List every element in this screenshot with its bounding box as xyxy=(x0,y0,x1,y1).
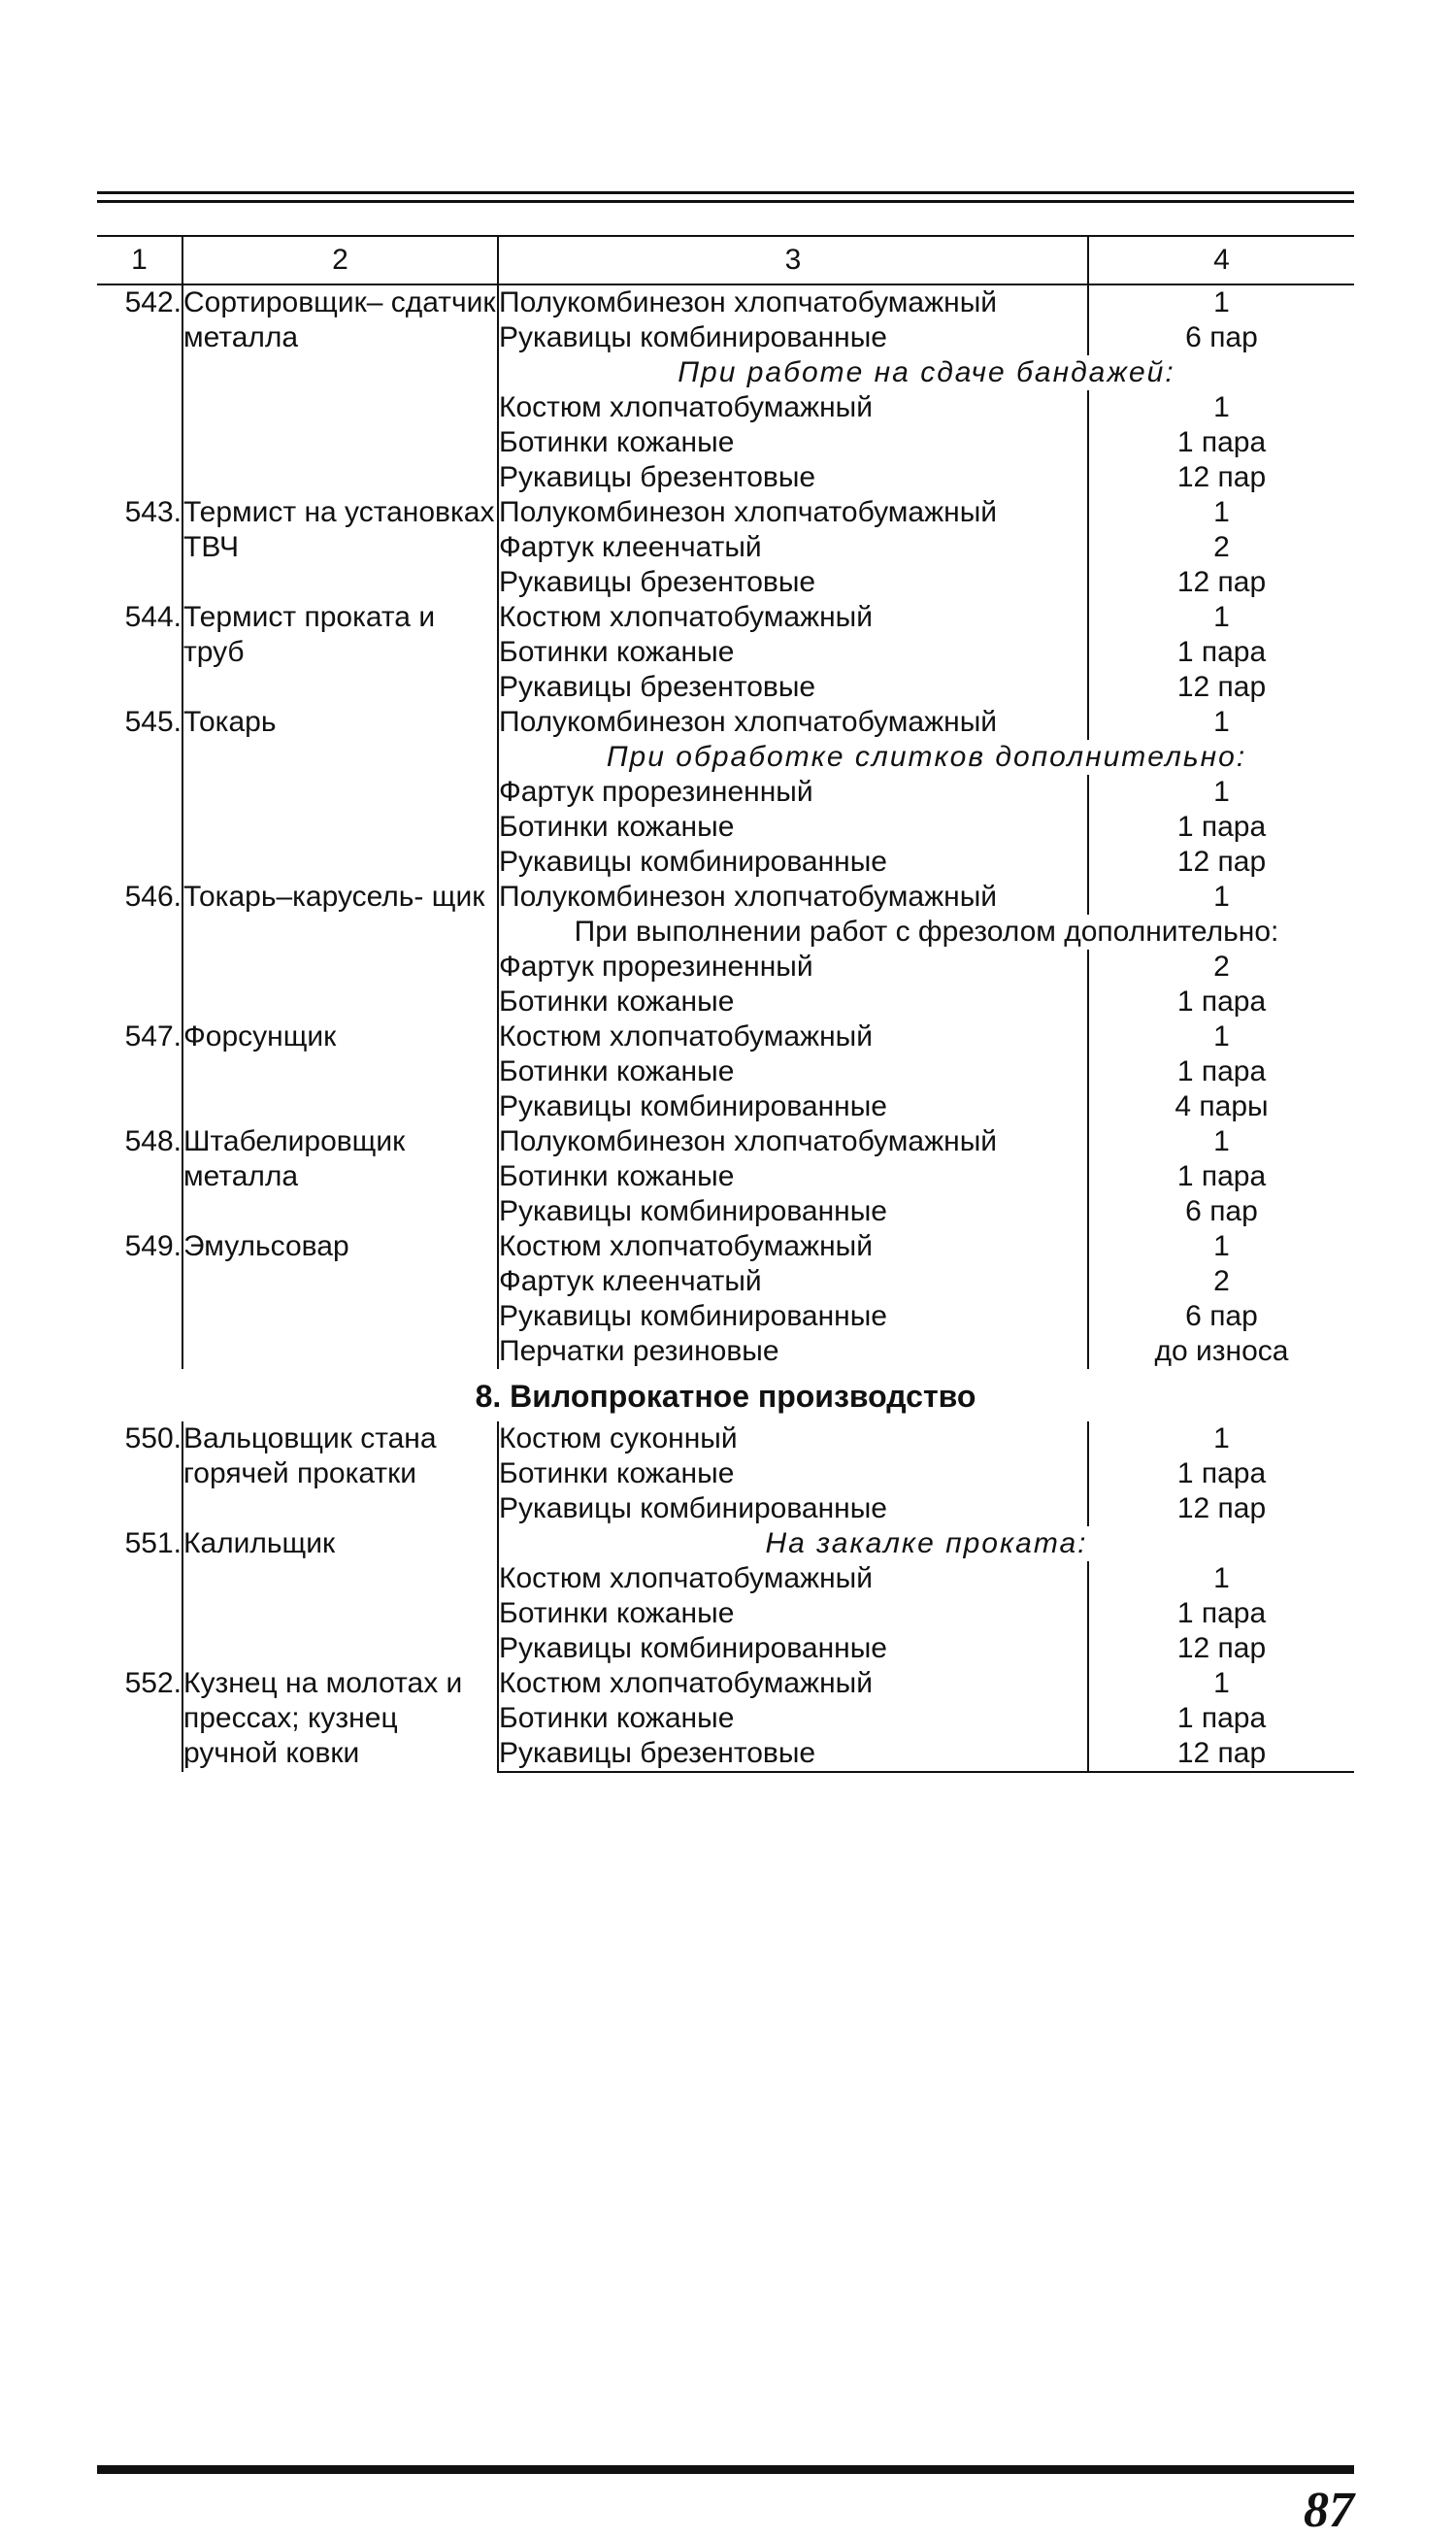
item-quantity: 1 пара xyxy=(1088,810,1354,845)
item-quantity: 2 xyxy=(1088,530,1354,565)
clothing-item: Рукавицы комбинированные xyxy=(498,1194,1088,1229)
clothing-item: Костюм хлопчатобумажный xyxy=(498,1666,1088,1701)
item-quantity: 1 xyxy=(1088,705,1354,740)
entry-number: 551. xyxy=(124,1527,182,1559)
occupation-name: Форсунщик xyxy=(182,1019,498,1124)
clothing-item: Фартук клеенчатый xyxy=(498,1264,1088,1299)
table-row xyxy=(97,600,1354,635)
item-quantity: 12 пар xyxy=(1088,460,1354,495)
entry-number: 548. xyxy=(124,1125,182,1157)
table-row xyxy=(97,1229,1354,1264)
condition-note: При работе на сдаче бандажей: xyxy=(498,355,1354,390)
item-quantity: 1 xyxy=(1088,1561,1354,1596)
clothing-item: Ботинки кожаные xyxy=(498,810,1088,845)
table-row xyxy=(97,705,1354,740)
clothing-item: Полукомбинезон хлопчатобумажный xyxy=(498,705,1088,740)
table-row xyxy=(97,880,1354,915)
item-quantity: 1 xyxy=(1088,495,1354,530)
clothing-item: Костюм хлопчатобумажный xyxy=(498,600,1088,635)
table-row xyxy=(97,1019,1354,1054)
table-row xyxy=(97,495,1354,530)
clothing-item: Перчатки резиновые xyxy=(498,1334,1088,1369)
top-double-rule-lower xyxy=(97,200,1354,203)
item-quantity: 1 xyxy=(1088,1124,1354,1159)
clothing-item: Рукавицы комбинированные xyxy=(498,1631,1088,1666)
clothing-item: Фартук прорезиненный xyxy=(498,775,1088,810)
item-quantity: 1 пара xyxy=(1088,1054,1354,1089)
clothing-item: Полукомбинезон хлопчатобумажный xyxy=(498,880,1088,915)
condition-note: На закалке проката: xyxy=(498,1526,1354,1561)
clothing-item: Ботинки кожаные xyxy=(498,1159,1088,1194)
occupation-name: Эмульсовар xyxy=(182,1229,498,1369)
item-quantity: 1 xyxy=(1088,1229,1354,1264)
clothing-item: Ботинки кожаные xyxy=(498,1054,1088,1089)
header-col-1: 1 xyxy=(97,236,182,284)
header-col-3: 3 xyxy=(498,236,1088,284)
item-quantity: 12 пар xyxy=(1088,565,1354,600)
occupation-name: Калильщик xyxy=(182,1526,498,1666)
table-row xyxy=(97,284,1354,320)
item-quantity: 1 xyxy=(1088,600,1354,635)
occupation-name: Сортировщик– сдатчик металла xyxy=(182,284,498,495)
entry-number: 546. xyxy=(124,881,182,913)
item-quantity: 1 xyxy=(1088,1421,1354,1456)
item-quantity: 1 xyxy=(1088,1666,1354,1701)
occupation-name: Токарь xyxy=(182,705,498,880)
item-quantity: 1 xyxy=(1088,390,1354,425)
clothing-item: Ботинки кожаные xyxy=(498,1701,1088,1736)
bottom-thick-rule xyxy=(97,2465,1354,2474)
item-quantity: 12 пар xyxy=(1088,1491,1354,1526)
item-quantity: 12 пар xyxy=(1088,670,1354,705)
clothing-item: Ботинки кожаные xyxy=(498,425,1088,460)
clothing-item: Ботинки кожаные xyxy=(498,1596,1088,1631)
condition-note: При выполнении работ с фрезолом дополнительно: xyxy=(498,915,1354,950)
item-quantity: 1 xyxy=(1088,1019,1354,1054)
clothing-item: Полукомбинезон хлопчатобумажный xyxy=(498,284,1088,320)
entry-number: 550. xyxy=(124,1422,182,1454)
clothing-item: Рукавицы комбинированные xyxy=(498,320,1088,355)
clothing-item: Ботинки кожаные xyxy=(498,635,1088,670)
top-double-rule-upper xyxy=(97,191,1354,194)
clothing-item: Костюм хлопчатобумажный xyxy=(498,390,1088,425)
item-quantity: 6 пар xyxy=(1088,320,1354,355)
column-number-header-row xyxy=(97,236,1354,284)
item-quantity: 12 пар xyxy=(1088,1631,1354,1666)
condition-note: При обработке слитков дополнительно: xyxy=(498,740,1354,775)
header-col-2: 2 xyxy=(182,236,498,284)
clothing-item: Рукавицы комбинированные xyxy=(498,1089,1088,1124)
entry-number: 547. xyxy=(124,1020,182,1052)
clothing-item: Костюм суконный xyxy=(498,1421,1088,1456)
clothing-item: Рукавицы брезентовые xyxy=(498,670,1088,705)
occupation-name: Штабелировщик металла xyxy=(182,1124,498,1229)
item-quantity: 6 пар xyxy=(1088,1299,1354,1334)
item-quantity: 6 пар xyxy=(1088,1194,1354,1229)
item-quantity: 1 xyxy=(1088,880,1354,915)
entry-number: 544. xyxy=(124,601,182,633)
table-row xyxy=(97,1666,1354,1701)
item-quantity: 1 пара xyxy=(1088,1596,1354,1631)
clothing-item: Фартук клеенчатый xyxy=(498,530,1088,565)
item-quantity: 2 xyxy=(1088,950,1354,985)
header-col-4: 4 xyxy=(1088,236,1354,284)
clothing-item: Ботинки кожаные xyxy=(498,985,1088,1019)
table-row xyxy=(97,1526,1354,1561)
occupation-name: Термист проката и труб xyxy=(182,600,498,705)
item-quantity: 1 xyxy=(1088,775,1354,810)
item-quantity: 1 пара xyxy=(1088,1456,1354,1491)
item-quantity: 12 пар xyxy=(1088,1736,1354,1772)
clothing-item: Ботинки кожаные xyxy=(498,1456,1088,1491)
occupation-name: Вальцовщик стана горячей прокатки xyxy=(182,1421,498,1526)
clothing-item: Рукавицы брезентовые xyxy=(498,565,1088,600)
section-heading-row xyxy=(97,1369,1354,1421)
clothing-item: Полукомбинезон хлопчатобумажный xyxy=(498,495,1088,530)
protective-clothing-norms-table xyxy=(97,235,1354,1773)
item-quantity: 12 пар xyxy=(1088,845,1354,880)
table-row xyxy=(97,1124,1354,1159)
item-quantity: 1 xyxy=(1088,284,1354,320)
clothing-item: Полукомбинезон хлопчатобумажный xyxy=(498,1124,1088,1159)
table-body xyxy=(97,284,1354,1772)
entry-number: 549. xyxy=(124,1230,182,1262)
item-quantity: 2 xyxy=(1088,1264,1354,1299)
item-quantity: 4 пары xyxy=(1088,1089,1354,1124)
table-row xyxy=(97,1421,1354,1456)
entry-number: 545. xyxy=(124,706,182,738)
item-quantity: 1 пара xyxy=(1088,635,1354,670)
page-number: 87 xyxy=(1304,2483,1354,2538)
section-heading: 8. Вилопрокатное производство xyxy=(475,1379,976,1414)
item-quantity: 1 пара xyxy=(1088,1159,1354,1194)
entry-number: 543. xyxy=(124,496,182,528)
item-quantity: 1 пара xyxy=(1088,425,1354,460)
occupation-name: Токарь–карусель- щик xyxy=(182,880,498,1019)
clothing-item: Фартук прорезиненный xyxy=(498,950,1088,985)
occupation-name: Термист на установках ТВЧ xyxy=(182,495,498,600)
item-quantity: 1 пара xyxy=(1088,985,1354,1019)
entry-number: 542. xyxy=(124,286,182,318)
clothing-item: Рукавицы брезентовые xyxy=(498,1736,1088,1772)
item-quantity: 1 пара xyxy=(1088,1701,1354,1736)
clothing-item: Рукавицы комбинированные xyxy=(498,1299,1088,1334)
item-quantity: до износа xyxy=(1088,1334,1354,1369)
clothing-item: Костюм хлопчатобумажный xyxy=(498,1229,1088,1264)
entry-number: 552. xyxy=(124,1667,182,1699)
clothing-item: Рукавицы комбинированные xyxy=(498,845,1088,880)
clothing-item: Костюм хлопчатобумажный xyxy=(498,1019,1088,1054)
clothing-item: Рукавицы брезентовые xyxy=(498,460,1088,495)
clothing-item: Костюм хлопчатобумажный xyxy=(498,1561,1088,1596)
occupation-name: Кузнец на молотах и прессах; кузнец ручной ковки xyxy=(182,1666,498,1772)
clothing-item: Рукавицы комбинированные xyxy=(498,1491,1088,1526)
